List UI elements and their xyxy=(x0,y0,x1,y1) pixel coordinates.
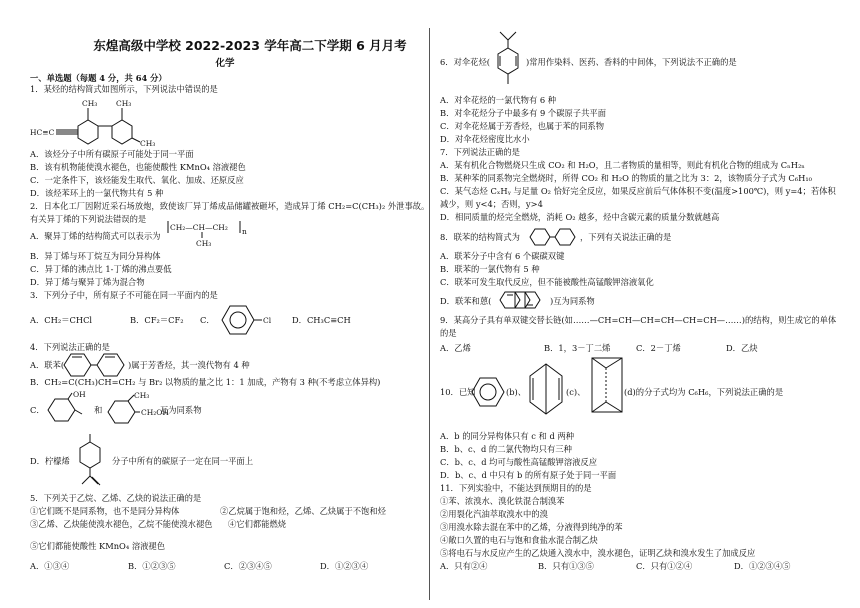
q11-stem: 11．下列实验中，不能达到预期目的的是 xyxy=(440,483,592,493)
q3-option-d: D．CH₃C≡CH xyxy=(292,315,351,325)
q4-a-pre: A．联苯( xyxy=(30,360,65,370)
q11-item-4: ④敞口久置的电石与饱和食盐水混合制乙炔 xyxy=(440,535,598,545)
q8-post: ，下列有关说法正确的是 xyxy=(580,232,672,242)
q8-option-c: C．联苯可发生取代反应，但不能被酸性高锰酸钾溶液氧化 xyxy=(440,277,654,287)
q1-option-c: C．一定条件下，该烃能发生取代、氧化、加成、还原反应 xyxy=(30,175,244,185)
q1-label-ch3-a: CH₃ xyxy=(82,99,98,108)
q10-pre: 10．已知 xyxy=(440,387,476,397)
q3-chlorobenzene xyxy=(218,302,278,338)
q5-option-c: C．②③④⑤ xyxy=(224,561,272,571)
q11-item-3: ③用溴水除去混在苯中的乙烯，分液得到纯净的苯 xyxy=(440,522,623,532)
q8-d-post: )互为同系物 xyxy=(550,296,595,306)
q8-option-a: A．联苯分子中含有 6 个碳碳双键 xyxy=(440,251,565,261)
q4-a-post: )属于芳香烃，其一溴代物有 4 种 xyxy=(128,360,250,370)
q8-biphenyl xyxy=(528,225,578,249)
q4-stem: 4．下列说法正确的是 xyxy=(30,342,110,352)
q6-option-c: C．对伞花烃属于芳香烃，也属于苯的同系物 xyxy=(440,121,604,131)
q10-option-a: A．b 的同分异构体只有 c 和 d 两种 xyxy=(440,431,575,441)
q7-option-d: D．相同质量的烃完全燃烧，消耗 O₂ 越多，烃中含碳元素的质量分数就越高 xyxy=(440,212,720,222)
q10-b-label: (b)、 xyxy=(506,387,527,397)
q3-option-a: A．CH₂＝CHCl xyxy=(30,315,93,325)
q11-option-a: A．只有②④ xyxy=(440,561,488,571)
q4-c-mid: 和 xyxy=(94,405,103,415)
q10-c-label: (c)、 xyxy=(566,387,586,397)
q6-option-d: D．对伞花烃密度比水小 xyxy=(440,134,530,144)
q2-polymer-sub: CH₃ xyxy=(196,239,212,248)
q1-option-a: A．该烃分子中所有碳原子可能处于同一平面 xyxy=(30,149,194,159)
q7-option-a: A．某有机化合物燃烧只生成 CO₂ 和 H₂O，且二者物质的量相等，则此有机化合物的组成为 CₙH₂ₙ xyxy=(440,160,805,170)
q5-item-5: ⑤它们都能使酸性 KMnO₄ 溶液褪色 xyxy=(30,541,166,551)
q4-c-pre: C． xyxy=(30,405,45,415)
q8-pre: 8．联苯的结构简式为 xyxy=(440,232,520,242)
q1-label-ch3-c: CH₃ xyxy=(140,139,156,148)
q4-ch3-label: CH₃ xyxy=(134,391,150,400)
q5-item-2: ②乙烷属于饱和烃，乙烯、乙炔属于不饱和烃 xyxy=(220,506,386,516)
q6-option-b: B．对伞花烃分子中最多有 9 个碳原子共平面 xyxy=(440,108,606,118)
q5-item-3: ③乙烯、乙炔能使溴水褪色，乙烷不能使溴水褪色 xyxy=(30,519,213,529)
q11-item-2: ②用裂化汽油萃取溴水中的溴 xyxy=(440,509,548,519)
q4-cresol xyxy=(44,390,90,428)
q10-prismane-d xyxy=(586,354,626,420)
q11-item-1: ①苯、浓溴水、溴化铁混合制溴苯 xyxy=(440,496,565,506)
q10-dewar-benzene-c xyxy=(526,360,566,418)
q2-polymer-n: n xyxy=(242,227,247,236)
q4-biphenyl xyxy=(62,351,128,379)
q2-stem-2: 有关异丁烯的下列说法错误的是 xyxy=(30,214,147,224)
q10-option-d: D．b、c、d 中只有 b 的所有原子处于同一平面 xyxy=(440,470,617,480)
q2-option-c: C．异丁烯的沸点比 1-丁烯的沸点要低 xyxy=(30,264,172,274)
q10-option-b: B．b、c、d 的二氯代物均只有三种 xyxy=(440,444,572,454)
q5-item-1: ①它们既不是同系物，也不是同分异构体 xyxy=(30,506,180,516)
q5-stem: 5．下列关于乙烷、乙烯、乙炔的说法正确的是 xyxy=(30,493,202,503)
q2-option-b: B．异丁烯与环丁烷互为同分异构体 xyxy=(30,251,161,261)
q7-stem: 7．下列说法正确的是 xyxy=(440,147,520,157)
q1-label-ch3-b: CH₃ xyxy=(116,99,132,108)
q3-stem: 3．下列分子中，所有原子不可能在同一平面内的是 xyxy=(30,290,218,300)
q3-option-b: B．CF₂＝CF₂ xyxy=(130,315,184,325)
q6-p-cymene xyxy=(488,28,528,94)
q4-d-post: 分子中所有的碳原子一定在同一平面上 xyxy=(112,456,254,466)
q4-oh-label: OH xyxy=(73,390,86,399)
q10-option-c: C．b、c、d 均可与酸性高锰酸钾溶液反应 xyxy=(440,457,598,467)
q8-anthracene xyxy=(498,288,554,312)
q2-polymer-chain: CH₂—CH—CH₂ xyxy=(170,223,228,232)
q5-option-d: D．①②③④ xyxy=(320,561,369,571)
q10-benzene-b xyxy=(468,370,508,414)
q8-d-pre: D．联苯和蒽( xyxy=(440,296,492,306)
column-divider xyxy=(429,28,430,600)
q9-option-b: B．1，3－丁二烯 xyxy=(544,343,611,353)
q1-label-alkyne: HC≡C xyxy=(30,128,55,137)
q7-option-b: B．某种苯的同系物完全燃烧时，所得 CO₂ 和 H₂O 的物质的量之比为 3：2，该物质分子式为 C₆H₁₀ xyxy=(440,173,812,183)
q9-option-a: A．乙烯 xyxy=(440,343,471,353)
q3-cl-label: Cl xyxy=(263,316,272,325)
q7-option-c-1: C．某气态烃 CₓHᵧ 与足量 O₂ 恰好完全反应，如果反应前后气体体积不变(温度>100℃)，则 y=4；若体积 xyxy=(440,186,836,196)
q7-option-c-2: 减少，则 y<4；否则，y>4 xyxy=(440,199,543,209)
q1-option-b: B．该有机物能使溴水褪色，也能使酸性 KMnO₄ 溶液褪色 xyxy=(30,162,246,172)
q6-post: )常用作染料、医药、香料的中间体，下列说法不正确的是 xyxy=(526,57,737,67)
q1-stem: 1．某烃的结构简式如图所示，下列说法中错误的是 xyxy=(30,84,218,94)
q5-option-b: B．①②③⑤ xyxy=(128,561,176,571)
section-heading: 一、单选题（每题 4 分，共 64 分） xyxy=(30,73,167,83)
q1-option-d: D．该烃苯环上的一氯代物共有 5 种 xyxy=(30,188,164,198)
q11-option-b: B．只有①③⑤ xyxy=(538,561,594,571)
q4-option-b: B．CH₂=C(CH₃)CH=CH₂ 与 Br₂ 以物质的量之比 1：1 加成，产物有 3 种(不考虑立体异构) xyxy=(30,377,381,387)
q4-limonene xyxy=(70,430,110,492)
q4-d-pre: D．柠檬烯 xyxy=(30,456,70,466)
q6-option-a: A．对伞花烃的一氯代物有 6 种 xyxy=(440,95,557,105)
q4-ch2oh-label: CH₂OH xyxy=(141,408,169,417)
q11-option-c: C．只有①②④ xyxy=(636,561,693,571)
q5-option-a: A．①③④ xyxy=(30,561,70,571)
q2-option-d: D．异丁烯与聚异丁烯为混合物 xyxy=(30,277,145,287)
q8-option-b: B．联苯的一氯代物有 5 种 xyxy=(440,264,540,274)
q9-option-d: D．乙炔 xyxy=(726,343,758,353)
q11-option-d: D．①②③④⑤ xyxy=(734,561,791,571)
q10-d-label: (d)的分子式均为 C₆H₆，下列说法正确的是 xyxy=(624,387,784,397)
q11-item-5: ⑤将电石与水反应产生的乙炔通入溴水中，溴水褪色，证明乙炔和溴水发生了加成反应 xyxy=(440,548,756,558)
subject-label: 化学 xyxy=(215,58,235,69)
q6-pre: 6．对伞花烃( xyxy=(440,57,491,67)
q3-option-c: C． xyxy=(200,315,215,325)
exam-title: 东煌高级中学校 2022-2023 学年高二下学期 6 月月考 xyxy=(93,38,407,53)
q2-stem-1: 2．日本化工厂因附近采石场放炮，致使该厂异丁烯成品储罐被砸坏，造成异丁烯 CH₂=C(CH₃)₂ 外泄事故。 xyxy=(30,201,430,211)
q5-item-4: ④它们都能燃烧 xyxy=(228,519,287,529)
q4-c-post: 互为同系物 xyxy=(160,405,202,415)
q2-polymer-structure xyxy=(166,219,256,249)
q2-option-a: A．聚异丁烯的结构简式可以表示为 xyxy=(30,231,161,241)
q9-option-c: C．2－丁烯 xyxy=(636,343,681,353)
q9-stem-1: 9．某高分子具有单双键交替长链(如……—CH=CH—CH=CH—CH=CH—……)的结构，则生成它的单体 xyxy=(440,315,837,325)
q9-stem-2: 的是 xyxy=(440,328,457,338)
